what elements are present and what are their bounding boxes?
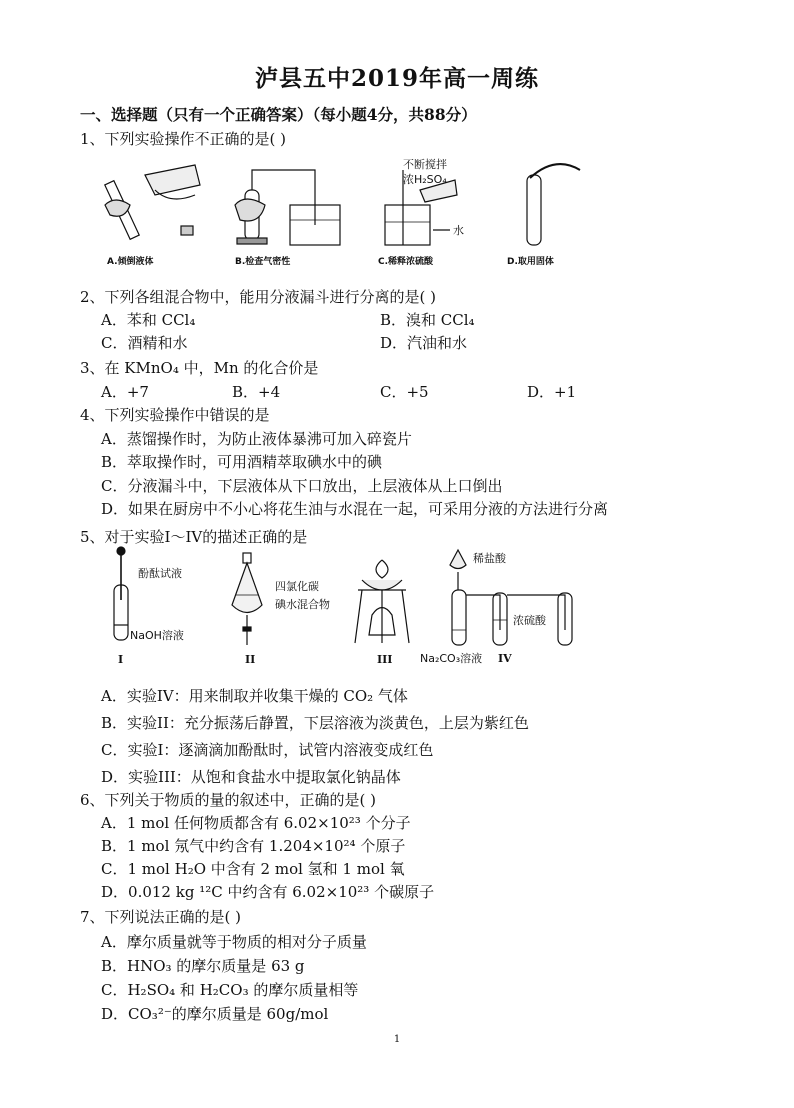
question-3-option-c[interactable]: C．+5 bbox=[380, 383, 429, 401]
question-7-stem: 7、下列说法正确的是( ) bbox=[80, 908, 242, 926]
question-2-option-a[interactable]: A．苯和 CCl₄ bbox=[101, 311, 196, 329]
iodine-water-label: 碘水混合物 bbox=[275, 598, 330, 611]
question-7-option-a[interactable]: A．摩尔质量就等于物质的相对分子质量 bbox=[101, 933, 367, 951]
question-4-option-b[interactable]: B．萃取操作时，可用酒精萃取碘水中的碘 bbox=[101, 453, 383, 471]
figure-caption-d: D.取用固体 bbox=[507, 257, 554, 267]
question-7-option-b[interactable]: B．HNO₃ 的摩尔质量是 63 g bbox=[101, 957, 305, 975]
figure-caption-a: A.倾倒液体 bbox=[107, 257, 154, 267]
question-4-option-c[interactable]: C．分液漏斗中，下层液体从下口放出，上层液体从上口倒出 bbox=[101, 477, 503, 495]
page-number: 1 bbox=[393, 1034, 401, 1045]
page-title: 泸县五中2019年高一周练 bbox=[254, 65, 539, 92]
question-6-stem: 6、下列关于物质的量的叙述中，正确的是( ) bbox=[80, 791, 377, 809]
question-6-option-d[interactable]: D．0.012 kg ¹²C 中约含有 6.02×10²³ 个碳原子 bbox=[101, 883, 435, 901]
question-2-stem: 2、下列各组混合物中，能用分液漏斗进行分离的是( ) bbox=[80, 288, 437, 306]
question-5-figure bbox=[100, 545, 590, 670]
question-5-stem: 5、对于实验I～IV的描述正确的是 bbox=[80, 528, 308, 546]
experiment-label-2: II bbox=[245, 653, 256, 666]
question-1-stem: 1、下列实验操作不正确的是( ) bbox=[80, 130, 287, 148]
acid-label: 浓H₂SO₄ bbox=[403, 173, 447, 186]
question-3-stem: 3、在 KMnO₄ 中，Mn 的化合价是 bbox=[80, 359, 319, 377]
section-heading: 一、选择题（只有一个正确答案）（每小题4分，共88分） bbox=[80, 105, 477, 124]
question-5-option-b[interactable]: B．实验II：充分振荡后静置，下层溶液为淡黄色，上层为紫红色 bbox=[101, 714, 529, 732]
question-2-option-b[interactable]: B．溴和 CCl₄ bbox=[380, 311, 475, 329]
question-6-option-a[interactable]: A．1 mol 任何物质都含有 6.02×10²³ 个分子 bbox=[101, 814, 411, 832]
experiment-4-illustration bbox=[450, 550, 572, 645]
question-4-stem: 4、下列实验操作中错误的是 bbox=[80, 406, 270, 424]
naoh-label: NaOH溶液 bbox=[130, 629, 184, 642]
experiment-1-illustration bbox=[114, 547, 128, 640]
question-7-option-c[interactable]: C．H₂SO₄ 和 H₂CO₃ 的摩尔质量相等 bbox=[101, 981, 359, 999]
water-label: 水 bbox=[453, 224, 464, 237]
stir-label: 不断搅拌 bbox=[403, 158, 447, 171]
question-6-option-b[interactable]: B．1 mol 氖气中约含有 1.204×10²⁴ 个原子 bbox=[101, 837, 406, 855]
pouring-liquid-illustration bbox=[105, 165, 200, 239]
question-5-option-a[interactable]: A．实验IV：用来制取并收集干燥的 CO₂ 气体 bbox=[101, 687, 408, 705]
question-6-option-c[interactable]: C．1 mol H₂O 中含有 2 mol 氢和 1 mol 氧 bbox=[101, 860, 405, 878]
experiment-label-4: IV bbox=[498, 652, 512, 665]
question-1-figure bbox=[85, 150, 605, 270]
question-2-option-d[interactable]: D．汽油和水 bbox=[380, 334, 468, 352]
h2so4-label: 浓硫酸 bbox=[513, 614, 546, 627]
question-5-option-d[interactable]: D．实验III：从饱和食盐水中提取氯化钠晶体 bbox=[101, 768, 401, 786]
question-3-option-b[interactable]: B．+4 bbox=[232, 383, 281, 401]
experiment-3-illustration bbox=[355, 560, 409, 643]
na2co3-label: Na₂CO₃溶液 bbox=[420, 652, 483, 665]
question-4-option-d[interactable]: D．如果在厨房中不小心将花生油与水混在一起，可采用分液的方法进行分离 bbox=[101, 500, 609, 518]
airtightness-check-illustration bbox=[235, 170, 340, 245]
question-5-option-c[interactable]: C．实验I：逐滴滴加酚酞时，试管内溶液变成红色 bbox=[101, 741, 434, 759]
taking-solid-illustration bbox=[527, 164, 580, 245]
figure-caption-b: B.检查气密性 bbox=[235, 257, 291, 267]
question-2-option-c[interactable]: C．酒精和水 bbox=[101, 334, 188, 352]
ccl4-label: 四氯化碳 bbox=[275, 580, 319, 593]
question-4-option-a[interactable]: A．蒸馏操作时，为防止液体暴沸可加入碎瓷片 bbox=[101, 430, 412, 448]
experiment-label-3: III bbox=[377, 653, 393, 666]
hcl-label: 稀盐酸 bbox=[473, 552, 506, 565]
question-3-option-d[interactable]: D．+1 bbox=[527, 383, 577, 401]
figure-caption-c: C.稀释浓硫酸 bbox=[378, 257, 434, 267]
question-3-option-a[interactable]: A．+7 bbox=[101, 383, 149, 401]
question-7-option-d[interactable]: D．CO₃²⁻的摩尔质量是 60g/mol bbox=[101, 1005, 329, 1023]
experiment-label-1: I bbox=[118, 653, 124, 666]
experiment-2-illustration bbox=[232, 553, 262, 645]
phenolphthalein-label: 酚酞试液 bbox=[138, 567, 182, 580]
